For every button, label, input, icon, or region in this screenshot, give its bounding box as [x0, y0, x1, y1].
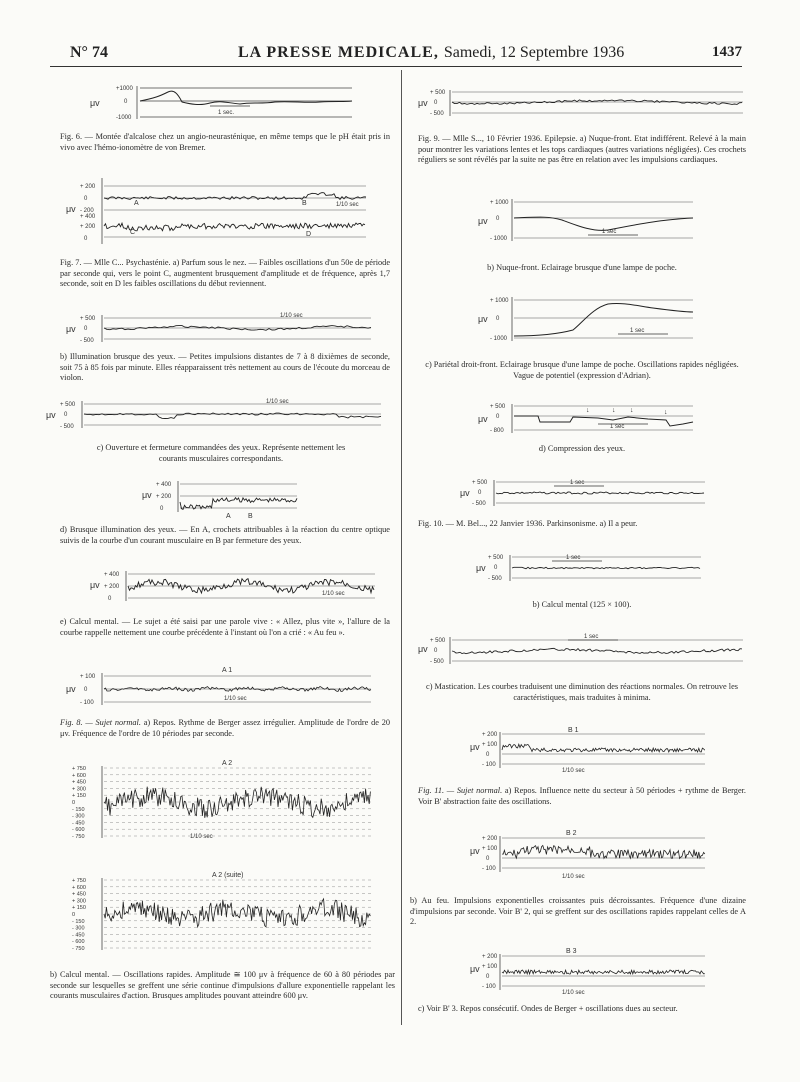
- fig7c-scale: 1/10 sec: [266, 399, 289, 405]
- fig9c-trace: [478, 294, 698, 344]
- fig8a-caption-text: a) Repos. Rythme de Berger assez irrégulier. Amplitude de l'ordre de 20 μv. Fréquence de l'ordre de 10 périodes par seconde.: [60, 718, 390, 738]
- svg-text:μv: μv: [478, 414, 488, 424]
- fig7b-ytick: + 500: [80, 316, 96, 322]
- fig7d-caption: d) Brusque illumination des yeux. — En A, crochets attribuables à la réaction du centre optique suivis de la courbe d'un courant musculaire en B par fermeture des yeux.: [60, 525, 390, 545]
- fig11c-caption: c) Voir B' 3. Repos consécutif. Ondes de Berger + oscillations dues au secteur.: [418, 1004, 678, 1013]
- fig9b-scale: 1 sec: [602, 229, 617, 235]
- a2-ytick: - 300: [72, 925, 85, 932]
- fig10c-ytick: 0: [434, 648, 438, 654]
- svg-text:↓: ↓: [612, 407, 616, 414]
- fig8a-ytick: - 100: [80, 700, 94, 706]
- fig7e-caption: e) Calcul mental. — Le sujet a été saisi par une parole vive : « Allez, plus vite », l'allure de la courbe rappelle nettement une courbe précédente à l'instant où l'on a crié : « Au feu ».: [60, 617, 390, 637]
- issue-number: N° 74: [70, 44, 108, 61]
- fig7a-ytick: + 200: [80, 224, 96, 230]
- fig9c-ytick: 0: [496, 316, 500, 322]
- a2-ytick: - 300: [72, 813, 85, 820]
- a2-ytick: + 750: [72, 878, 86, 884]
- fig6-scale: 1 sec.: [218, 110, 235, 116]
- fig10b-ytick: 0: [494, 565, 498, 571]
- fig8a-scale: 1/10 sec: [224, 696, 247, 702]
- fig9d-ytick: + 500: [490, 404, 506, 410]
- fig6-ytick: -1000: [116, 115, 132, 121]
- a2-ytick: - 150: [72, 918, 85, 925]
- fig7e-ytick: + 400: [104, 572, 120, 578]
- fig11a-ytick: + 200: [482, 732, 498, 738]
- svg-text:μv: μv: [476, 563, 486, 573]
- svg-text:↓: ↓: [586, 407, 590, 414]
- fig7a-mark: A: [134, 200, 139, 207]
- fig9a-ytick: - 500: [430, 111, 444, 117]
- fig7e-ytick: + 200: [104, 584, 120, 590]
- svg-text:μv: μv: [90, 580, 100, 590]
- header-rule: [50, 66, 742, 67]
- a2-ytick: - 750: [72, 946, 85, 952]
- fig8b1-scale: 1/10 sec: [190, 834, 213, 840]
- fig9d-caption: d) Compression des yeux.: [538, 444, 626, 453]
- fig11a-ytick: 0: [486, 752, 490, 758]
- fig7c-ytick: 0: [64, 412, 68, 418]
- fig7d-mark: B: [248, 513, 253, 520]
- fig7a-ytick: + 400: [80, 214, 96, 220]
- svg-text:μv: μv: [418, 98, 428, 108]
- fig11b-ytick: 0: [486, 856, 490, 862]
- fig11b-caption: b) Au feu. Impulsions exponentielles croissantes puis décroissantes. Fréquence d'une dizaine d'impulsions par seconde. Voir B' 2, qui se greffent sur des oscillations rapides rappelant celles de A 2.: [410, 896, 746, 927]
- a2-ytick: + 600: [72, 884, 86, 891]
- fig8b1-label: A 2: [222, 760, 233, 767]
- fig11c-ytick: - 100: [482, 984, 496, 990]
- fig6-unit: μv: [90, 98, 100, 108]
- fig9d-scale: 1 sec: [610, 424, 625, 430]
- issue-date: Samedi, 12 Septembre 1936: [443, 44, 625, 61]
- a2-ytick: + 150: [72, 905, 86, 912]
- fig11a-ytick: + 100: [482, 742, 498, 748]
- fig8-caption-lead: Fig. 8. — Sujet normal.: [60, 718, 141, 727]
- fig8b-caption: b) Calcul mental. — Oscillations rapides. Amplitude ≅ 100 μv à fréquence de 60 à 80 périodes par seconde sur lesquelles se greffent une série continue d'impulsions d'allure exponentielle rappelant les courants musculaires d'action. Brusques amplitudes pouvant atteindre 600 μv.: [50, 970, 395, 1001]
- column-divider: [401, 70, 402, 1025]
- fig10b-caption: b) Calcul mental (125 × 100).: [532, 600, 632, 609]
- fig7a-ytick: - 200: [80, 208, 94, 214]
- fig6-trace: [90, 82, 360, 122]
- fig11a-trace: [470, 724, 710, 774]
- a2-ytick: + 450: [72, 779, 86, 786]
- fig10c-ytick: + 500: [430, 638, 446, 644]
- fig7a-scale: 1/10 sec: [336, 202, 359, 208]
- fig9b-caption: b) Nuque-front. Eclairage brusque d'une lampe de poche.: [487, 263, 677, 272]
- fig11c-ytick: 0: [486, 974, 490, 980]
- fig11c-label: B 3: [566, 948, 577, 955]
- fig7b-caption: b) Illumination brusque des yeux. — Petites impulsions distantes de 7 à 8 dixièmes de seconde, soit 75 à 85 fois par minute. Elles réapparaissent très nettement au cours de l'écoute du morceau de violon.: [60, 352, 390, 383]
- a2-ytick: - 150: [72, 806, 85, 813]
- a2-ytick: + 300: [72, 898, 86, 905]
- fig7d-ytick: + 400: [156, 482, 172, 488]
- fig7a-mark: C: [130, 229, 136, 236]
- fig6-ytick: +1000: [116, 86, 133, 92]
- fig8b2-label: A 2 (suite): [212, 872, 244, 879]
- svg-text:μv: μv: [66, 684, 76, 694]
- svg-text:μv: μv: [470, 846, 480, 856]
- fig11a-caption: [418, 786, 746, 807]
- fig9a-ytick: + 500: [430, 90, 446, 96]
- fig8a-ytick: + 100: [80, 674, 96, 680]
- fig7c-caption: c) Ouverture et fermeture commandées des yeux. Représente nettement les courants musculaires correspondants.: [96, 443, 346, 463]
- fig6-ytick: 0: [124, 99, 128, 105]
- fig10b-trace: [476, 553, 706, 583]
- a2-ytick: + 450: [72, 891, 86, 898]
- svg-text:μv: μv: [66, 324, 76, 334]
- fig11c-ytick: + 100: [482, 964, 498, 970]
- fig9c-caption: c) Pariétal droit-front. Eclairage brusque d'une lampe de poche. Oscillations rapides négligées. Vague de potentiel (expression d'Adrian).: [425, 360, 739, 380]
- fig7a-ytick: + 200: [80, 184, 96, 190]
- fig10c-trace: [418, 634, 748, 666]
- a2-ytick: 0: [72, 912, 76, 918]
- fig7d-ytick: 0: [160, 506, 164, 512]
- svg-text:μv: μv: [46, 410, 56, 420]
- fig11a-scale: 1/10 sec: [562, 768, 585, 774]
- fig7a-ytick: 0: [84, 196, 88, 202]
- fig11a-label: B 1: [568, 727, 579, 734]
- fig9a-trace: [418, 88, 748, 118]
- a2-ytick: + 750: [72, 766, 86, 772]
- journal-name: LA PRESSE MEDICALE,: [238, 44, 439, 61]
- a2-ytick: - 450: [72, 820, 85, 827]
- svg-text:μv: μv: [478, 314, 488, 324]
- fig7a-mark: B: [302, 200, 307, 207]
- svg-text:μv: μv: [478, 216, 488, 226]
- fig8b2-trace: [66, 870, 376, 952]
- page-header: [0, 44, 800, 68]
- svg-text:μv: μv: [460, 488, 470, 498]
- fig10c-caption: c) Mastication. Les courbes traduisent une diminution des réactions normales. On retrouve les caractéristiques, mais traduites à minima.: [426, 682, 738, 702]
- fig9a-ytick: 0: [434, 100, 438, 106]
- journal-title: [238, 44, 624, 62]
- a2-ytick: - 600: [72, 939, 85, 946]
- fig9c-scale: 1 sec: [630, 328, 645, 334]
- fig9c-ytick: + 1000: [490, 298, 509, 304]
- fig11c-trace: [470, 946, 710, 996]
- fig8a-label: A 1: [222, 667, 233, 674]
- fig7a-ytick: 0: [84, 236, 88, 242]
- fig7a-trace: [66, 174, 376, 252]
- fig7d-mark: A: [226, 513, 231, 520]
- fig11b-trace: [470, 828, 710, 880]
- fig10a-ytick: + 500: [472, 480, 488, 486]
- a2-ytick: + 300: [72, 786, 86, 793]
- fig7d-ytick: + 200: [156, 494, 172, 500]
- fig10b-ytick: - 500: [488, 576, 502, 582]
- fig7e-trace: [90, 570, 380, 604]
- fig9b-ytick: - 1000: [490, 236, 508, 242]
- fig7e-ytick: 0: [108, 596, 112, 602]
- fig11a-caption-text: a) Repos. Influence nette du secteur à 50 périodes + rythme de Berger. Voir B' abstraction faite des oscillations.: [418, 786, 747, 806]
- page-number: 1437: [712, 44, 742, 60]
- fig10b-ytick: + 500: [488, 555, 504, 561]
- svg-text:μv: μv: [470, 742, 480, 752]
- a2-ytick: 0: [72, 800, 76, 806]
- a2-ytick: + 600: [72, 772, 86, 779]
- fig10a-trace: [460, 478, 710, 508]
- svg-text:↓: ↓: [664, 409, 668, 416]
- fig10c-scale: 1 sec: [584, 634, 599, 640]
- fig11b-scale: 1/10 sec: [562, 874, 585, 880]
- fig9d-ytick: - 800: [490, 428, 504, 434]
- fig8b1-trace: [66, 758, 376, 840]
- fig7b-ytick: - 500: [80, 338, 94, 344]
- fig11c-scale: 1/10 sec: [562, 990, 585, 996]
- fig7b-trace: [66, 312, 376, 344]
- fig9c-ytick: - 1000: [490, 336, 508, 342]
- fig9a-caption: Fig. 9. — Mlle S..., 10 Février 1936. Epilepsie. a) Nuque-front. Etat indifférent. Relevé à la main pour montrer les variations lentes et les tops cardiaques (autres variations négligées). Ces crochets réguliers se sont révélés par la suite ne pas être en relation avec les impulsions cardiaques.: [418, 134, 746, 165]
- svg-text:μv: μv: [418, 644, 428, 654]
- fig11a-ytick: - 100: [482, 762, 496, 768]
- svg-text:μv: μv: [470, 964, 480, 974]
- fig8a-caption: [60, 718, 390, 739]
- fig7c-ytick: + 500: [60, 402, 76, 408]
- fig10a-ytick: - 500: [472, 501, 486, 507]
- fig7a-mark: D: [306, 231, 312, 238]
- fig11b-ytick: + 200: [482, 836, 498, 842]
- fig11b-label: B 2: [566, 830, 577, 837]
- fig10a-scale: 1 sec: [570, 480, 585, 486]
- a2-ytick: - 750: [72, 834, 85, 840]
- fig7d-trace: [142, 478, 302, 520]
- a2-ytick: + 150: [72, 793, 86, 800]
- a2-ytick: - 450: [72, 932, 85, 939]
- a2-ytick: - 600: [72, 827, 85, 834]
- fig11c-ytick: + 200: [482, 954, 498, 960]
- svg-text:↓: ↓: [630, 407, 634, 414]
- fig11b-ytick: + 100: [482, 846, 498, 852]
- fig7a-unit: μv: [66, 204, 76, 214]
- fig9d-ytick: 0: [496, 414, 500, 420]
- fig7c-ytick: - 500: [60, 424, 74, 430]
- fig8a-ytick: 0: [84, 687, 88, 693]
- fig10a-ytick: 0: [478, 490, 482, 496]
- fig7a-caption: Fig. 7. — Mlle C... Psychasténie. a) Parfum sous le nez. — Faibles oscillations d'un 50e de période par seconde qui, vers le point C, augmentent brusquement d'amplitude et de fréquence, après 1,7 seconde, soit en D les faibles oscillations du début reviennent.: [60, 258, 390, 289]
- fig9b-ytick: + 1000: [490, 200, 509, 206]
- fig7c-trace: [46, 398, 386, 430]
- fig9d-trace: [478, 402, 698, 436]
- fig6-caption: Fig. 6. — Montée d'alcalose chez un angio-neurasténique, en même temps que le pH était pris in vivo avec l'hémo-ionomètre de von Bremer.: [60, 132, 390, 152]
- fig10c-ytick: - 500: [430, 659, 444, 665]
- fig7b-scale: 1/10 sec: [280, 313, 303, 319]
- fig7e-scale: 1/10 sec: [322, 591, 345, 597]
- fig11-caption-lead: Fig. 11. — Sujet normal.: [418, 786, 503, 795]
- svg-text:μv: μv: [142, 490, 152, 500]
- fig9b-ytick: 0: [496, 216, 500, 222]
- fig10b-scale: 1 sec: [566, 555, 581, 561]
- fig11b-ytick: - 100: [482, 866, 496, 872]
- fig9b-trace: [478, 196, 698, 244]
- fig7b-ytick: 0: [84, 326, 88, 332]
- fig8a-trace: [66, 664, 376, 708]
- fig10a-caption: Fig. 10. — M. Bel..., 22 Janvier 1936. Parkinsonisme. a) Il a peur.: [418, 519, 638, 528]
